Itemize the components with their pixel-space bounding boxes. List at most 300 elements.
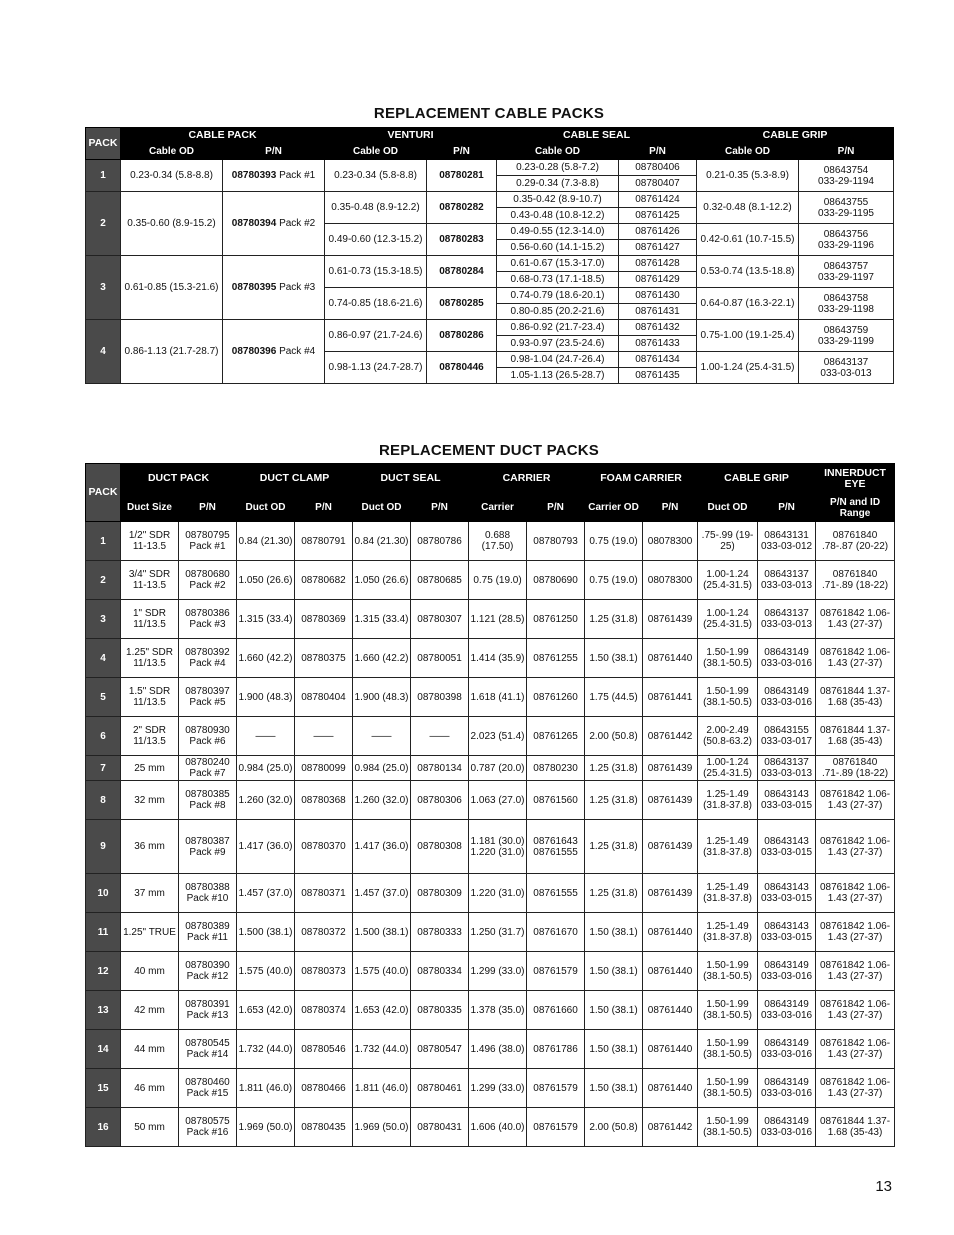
cable-pack-pn-number: 08780395: [231, 282, 277, 293]
table-cell: 08780435: [295, 1108, 353, 1147]
col-pack: PACK: [86, 128, 121, 160]
table-cell: 2.023 (51.4): [469, 717, 527, 756]
table-cell: 1/2" SDR 11-13.5: [121, 522, 179, 561]
cable-grip-pn-1: 08643755: [823, 196, 869, 208]
sub-pn: P/N: [619, 144, 697, 160]
table-cell: 1.575 (40.0): [237, 952, 295, 991]
pack-number: 4: [86, 639, 121, 678]
table-cell: 1.050 (26.6): [237, 561, 295, 600]
table-cell: 08780308: [411, 820, 469, 874]
table-cell: 08761842 1.06-1.43 (27-37): [816, 1030, 895, 1069]
table-cell: 1.50-1.99 (38.1-50.5): [698, 639, 758, 678]
venturi-pn-number: 08780285: [439, 298, 484, 309]
table-cell: 08780397 Pack #5: [179, 678, 237, 717]
table-cell: 08761842 1.06-1.43 (27-37): [816, 1069, 895, 1108]
cable-grip-od: 0.75-1.00 (19.1-25.4): [697, 320, 799, 352]
table-cell: 08761840 .78-.87 (20-22): [816, 522, 895, 561]
table-cell: 1.050 (26.6): [353, 561, 411, 600]
table-cell: 08761579: [527, 952, 585, 991]
table-cell: 1.25" TRUE: [121, 913, 179, 952]
table-cell: 1.25 (31.8): [585, 756, 643, 781]
table-cell: 1.50 (38.1): [585, 991, 643, 1030]
cable-seal-od: 0.86-0.92 (21.7-23.4): [497, 320, 619, 336]
table-cell: 08780545 Pack #14: [179, 1030, 237, 1069]
pack-number: 12: [86, 952, 121, 991]
table-cell: 08643155 033-03-017: [758, 717, 816, 756]
table-cell: 0.75 (19.0): [585, 522, 643, 561]
table-cell: 0.84 (21.30): [353, 522, 411, 561]
table-cell: 08643149 033-03-016: [758, 1108, 816, 1147]
page-number: 13: [875, 1178, 892, 1195]
table-cell: 08078300: [643, 561, 698, 600]
table-cell: 1.00-1.24 (25.4-31.5): [698, 561, 758, 600]
table-cell: 08761643 08761555: [527, 820, 585, 874]
pack-number: 2: [86, 561, 121, 600]
table-cell: 08780369: [295, 600, 353, 639]
table-cell: 32 mm: [121, 781, 179, 820]
table-cell: 25 mm: [121, 756, 179, 781]
duct-packs-body: [86, 522, 895, 1147]
venturi-pn-number: 08780286: [439, 330, 484, 341]
table-cell: 08643143 033-03-015: [758, 820, 816, 874]
table-cell: 08761440: [643, 952, 698, 991]
table-cell: 0.75 (19.0): [469, 561, 527, 600]
table-cell: 08643149 033-03-016: [758, 952, 816, 991]
col-sub: P/N: [411, 494, 469, 522]
cable-seal-pn: 08761424: [619, 192, 697, 208]
col-group: DUCT SEAL: [353, 464, 469, 494]
cable-grip-pn-1: 08643758: [823, 292, 869, 304]
table-cell: 08643143 033-03-015: [758, 874, 816, 913]
cable-grip-pn-1: 08643756: [823, 228, 869, 240]
cable-seal-od: 0.23-0.28 (5.8-7.2): [497, 160, 619, 176]
table-cell: 08643149 033-03-016: [758, 991, 816, 1030]
table-cell: 1.00-1.24 (25.4-31.5): [698, 756, 758, 781]
table-cell: 08643131 033-03-012: [758, 522, 816, 561]
table-cell: 08780388 Pack #10: [179, 874, 237, 913]
table-cell: 08780575 Pack #16: [179, 1108, 237, 1147]
table-cell: 1.660 (42.2): [353, 639, 411, 678]
cable-grip-pn-2: 033-29-1196: [818, 239, 874, 251]
table-cell: 1.969 (50.0): [353, 1108, 411, 1147]
table-row: [86, 991, 895, 1030]
cable-seal-od: 0.80-0.85 (20.2-21.6): [497, 304, 619, 320]
table-row: [86, 874, 895, 913]
table-row: [86, 952, 895, 991]
cable-seal-od: 0.49-0.55 (12.3-14.0): [497, 224, 619, 240]
table-cell: 08761844 1.37-1.68 (35-43): [816, 1108, 895, 1147]
cable-seal-pn: 08761425: [619, 208, 697, 224]
table-cell: 1.00-1.24 (25.4-31.5): [698, 600, 758, 639]
table-cell: 1.653 (42.0): [353, 991, 411, 1030]
table-cell: 08780398: [411, 678, 469, 717]
table-cell: 1.732 (44.0): [353, 1030, 411, 1069]
table-cell: 1.299 (33.0): [469, 1069, 527, 1108]
cable-pack-pn: [223, 160, 325, 192]
table-cell: 08761439: [643, 756, 698, 781]
cable-pack-label: Pack #1: [279, 170, 316, 181]
venturi-pn: [427, 288, 497, 320]
cable-grip-pn-1: 08643757: [823, 260, 869, 272]
table-row: [86, 160, 894, 176]
table-cell: 46 mm: [121, 1069, 179, 1108]
pack-number: 3: [86, 600, 121, 639]
pack-number: 15: [86, 1069, 121, 1108]
sub-pn: P/N: [427, 144, 497, 160]
table-cell: 1.500 (38.1): [353, 913, 411, 952]
pack-number: 9: [86, 820, 121, 874]
col-cable-pack: CABLE PACK: [121, 128, 325, 144]
table-cell: 08761439: [643, 874, 698, 913]
col-cable-seal: CABLE SEAL: [497, 128, 697, 144]
table-cell: ——: [295, 717, 353, 756]
table-cell: 08761250: [527, 600, 585, 639]
col-sub: Duct OD: [353, 494, 411, 522]
table-cell: 08780791: [295, 522, 353, 561]
table-cell: 1.969 (50.0): [237, 1108, 295, 1147]
table-cell: 08761842 1.06-1.43 (27-37): [816, 639, 895, 678]
table-cell: 08780387 Pack #9: [179, 820, 237, 874]
col-venturi: VENTURI: [325, 128, 497, 144]
table-row: [86, 781, 895, 820]
venturi-pn-number: 08780284: [439, 266, 484, 277]
table-cell: 08780460 Pack #15: [179, 1069, 237, 1108]
col-sub: P/N: [179, 494, 237, 522]
table-cell: 1.414 (35.9): [469, 639, 527, 678]
table-cell: 08761840 .71-.89 (18-22): [816, 561, 895, 600]
cable-grip-pn: [799, 192, 894, 224]
cable-grip-od: 0.42-0.61 (10.7-15.5): [697, 224, 799, 256]
table-cell: 08780307: [411, 600, 469, 639]
col-sub: Carrier: [469, 494, 527, 522]
table-cell: 1.250 (31.7): [469, 913, 527, 952]
table-cell: 1.260 (32.0): [353, 781, 411, 820]
table-cell: 1.811 (46.0): [353, 1069, 411, 1108]
venturi-od: 0.61-0.73 (15.3-18.5): [325, 256, 427, 288]
table-cell: 1.5" SDR 11/13.5: [121, 678, 179, 717]
table-cell: 08761842 1.06-1.43 (27-37): [816, 991, 895, 1030]
cable-grip-od: 0.21-0.35 (5.3-8.9): [697, 160, 799, 192]
table-cell: 08780306: [411, 781, 469, 820]
cable-grip-pn-1: 08643137: [823, 356, 869, 368]
table-cell: 08780685: [411, 561, 469, 600]
cable-seal-od: 1.05-1.13 (26.5-28.7): [497, 368, 619, 384]
table-cell: 1.660 (42.2): [237, 639, 295, 678]
table-cell: 1.25-1.49 (31.8-37.8): [698, 874, 758, 913]
table-row: [86, 320, 894, 336]
sub-pn: P/N: [223, 144, 325, 160]
table-cell: .75-.99 (19-25): [698, 522, 758, 561]
cable-pack-pn: [223, 320, 325, 384]
col-sub: P/N: [758, 494, 816, 522]
table-cell: 08761579: [527, 1108, 585, 1147]
cable-grip-od: 1.00-1.24 (25.4-31.5): [697, 352, 799, 384]
table-cell: 08761440: [643, 991, 698, 1030]
cable-pack-pn-number: 08780394: [231, 218, 277, 229]
cable-pack-od: 0.61-0.85 (15.3-21.6): [121, 256, 223, 320]
table-cell: 08780374: [295, 991, 353, 1030]
table-cell: 1.618 (41.1): [469, 678, 527, 717]
venturi-pn: [427, 192, 497, 224]
cable-grip-pn: [799, 160, 894, 192]
venturi-pn: [427, 320, 497, 352]
cable-seal-pn: 08761430: [619, 288, 697, 304]
cable-seal-pn: 08780406: [619, 160, 697, 176]
venturi-pn-number: 08780281: [439, 170, 484, 181]
table-cell: 1.315 (33.4): [353, 600, 411, 639]
table-cell: 1.75 (44.5): [585, 678, 643, 717]
venturi-pn-number: 08780283: [439, 234, 484, 245]
cable-packs-body: [86, 160, 894, 384]
cable-grip-od: 0.32-0.48 (8.1-12.2): [697, 192, 799, 224]
table-cell: 1.25-1.49 (31.8-37.8): [698, 820, 758, 874]
table-cell: 08761842 1.06-1.43 (27-37): [816, 874, 895, 913]
venturi-od: 0.35-0.48 (8.9-12.2): [325, 192, 427, 224]
table-cell: 1.063 (27.0): [469, 781, 527, 820]
table-cell: 2.00 (50.8): [585, 717, 643, 756]
duct-header-row: [86, 464, 895, 494]
cable-pack-pn: [223, 256, 325, 320]
table-cell: 1.50 (38.1): [585, 1030, 643, 1069]
sub-cable-od: Cable OD: [697, 144, 799, 160]
venturi-pn-number: 08780282: [439, 202, 484, 213]
table-cell: 08780370: [295, 820, 353, 874]
table-row: [86, 561, 895, 600]
table-cell: 1.220 (31.0): [469, 874, 527, 913]
table-cell: 1.50 (38.1): [585, 1069, 643, 1108]
duct-packs-table: [85, 463, 895, 1147]
cable-seal-pn: 08761433: [619, 336, 697, 352]
table-cell: 08780309: [411, 874, 469, 913]
table-row: [86, 639, 895, 678]
table-cell: 0.984 (25.0): [353, 756, 411, 781]
cable-seal-pn: 08761426: [619, 224, 697, 240]
table-cell: 08761842 1.06-1.43 (27-37): [816, 820, 895, 874]
col-group: INNERDUCT EYE: [816, 464, 895, 494]
table-cell: 08761442: [643, 1108, 698, 1147]
table-cell: 08761255: [527, 639, 585, 678]
cable-grip-od: 0.53-0.74 (13.5-18.8): [697, 256, 799, 288]
cable-seal-pn: 08761434: [619, 352, 697, 368]
table-cell: 08643137 033-03-013: [758, 561, 816, 600]
cable-grip-pn-2: 033-29-1198: [818, 303, 874, 315]
table-cell: 1.575 (40.0): [353, 952, 411, 991]
pack-number: 2: [86, 192, 121, 256]
sub-cable-od: Cable OD: [325, 144, 427, 160]
table-cell: 08761579: [527, 1069, 585, 1108]
table-cell: 08078300: [643, 522, 698, 561]
table-cell: 1.299 (33.0): [469, 952, 527, 991]
table-cell: 08780680 Pack #2: [179, 561, 237, 600]
table-cell: 1.50-1.99 (38.1-50.5): [698, 1069, 758, 1108]
table-cell: 08643137 033-03-013: [758, 600, 816, 639]
table-cell: 1.50 (38.1): [585, 913, 643, 952]
table-cell: 08761441: [643, 678, 698, 717]
table-cell: 08761660: [527, 991, 585, 1030]
table-cell: 08780930 Pack #6: [179, 717, 237, 756]
table-cell: 1.50-1.99 (38.1-50.5): [698, 1108, 758, 1147]
table-row: [86, 820, 895, 874]
table-cell: 08780690: [527, 561, 585, 600]
cable-seal-od: 0.68-0.73 (17.1-18.5): [497, 272, 619, 288]
table-cell: 08780431: [411, 1108, 469, 1147]
table-cell: ——: [353, 717, 411, 756]
table-row: [86, 192, 894, 208]
table-row: [86, 1108, 895, 1147]
table-cell: 1.900 (48.3): [237, 678, 295, 717]
table-cell: 08780099: [295, 756, 353, 781]
table-cell: 1.50 (38.1): [585, 952, 643, 991]
cable-grip-pn: [799, 256, 894, 288]
cable-seal-pn: 08761429: [619, 272, 697, 288]
col-sub: Duct Size: [121, 494, 179, 522]
table-cell: 50 mm: [121, 1108, 179, 1147]
table-cell: 1.457 (37.0): [353, 874, 411, 913]
table-cell: 3/4" SDR 11-13.5: [121, 561, 179, 600]
cable-seal-od: 0.98-1.04 (24.7-26.4): [497, 352, 619, 368]
venturi-pn-number: 08780446: [439, 362, 484, 373]
table-cell: 08780385 Pack #8: [179, 781, 237, 820]
pack-number: 10: [86, 874, 121, 913]
pack-number: 1: [86, 160, 121, 192]
col-sub: Carrier OD: [585, 494, 643, 522]
table-row: [86, 678, 895, 717]
table-cell: 08643143 033-03-015: [758, 781, 816, 820]
cable-seal-od: 0.43-0.48 (10.8-12.2): [497, 208, 619, 224]
table-cell: 37 mm: [121, 874, 179, 913]
table-cell: 1.50 (38.1): [585, 639, 643, 678]
table-cell: 1" SDR 11/13.5: [121, 600, 179, 639]
cable-grip-pn-1: 08643754: [823, 164, 869, 176]
table-cell: 08643137 033-03-013: [758, 756, 816, 781]
table-cell: 1.25 (31.8): [585, 781, 643, 820]
table-cell: 08761842 1.06-1.43 (27-37): [816, 600, 895, 639]
table-cell: 08780795 Pack #1: [179, 522, 237, 561]
table-cell: 08780404: [295, 678, 353, 717]
table-cell: 08780134: [411, 756, 469, 781]
table-cell: 1.457 (37.0): [237, 874, 295, 913]
col-group: CABLE GRIP: [698, 464, 816, 494]
table-cell: 08780334: [411, 952, 469, 991]
table-cell: 1.900 (48.3): [353, 678, 411, 717]
table-cell: 1.653 (42.0): [237, 991, 295, 1030]
venturi-od: 0.98-1.13 (24.7-28.7): [325, 352, 427, 384]
table-cell: 08780547: [411, 1030, 469, 1069]
venturi-pn: [427, 256, 497, 288]
col-cable-grip: CABLE GRIP: [697, 128, 894, 144]
venturi-pn: [427, 224, 497, 256]
table-cell: 08761265: [527, 717, 585, 756]
cable-pack-label: Pack #3: [279, 282, 316, 293]
pack-number: 5: [86, 678, 121, 717]
pack-number: 14: [86, 1030, 121, 1069]
cable-seal-pn: 08761427: [619, 240, 697, 256]
cable-seal-pn: 08780407: [619, 176, 697, 192]
table-cell: 08780466: [295, 1069, 353, 1108]
cable-packs-title: REPLACEMENT CABLE PACKS: [373, 105, 605, 122]
venturi-od: 0.86-0.97 (21.7-24.6): [325, 320, 427, 352]
cable-pack-od: 0.23-0.34 (5.8-8.8): [121, 160, 223, 192]
col-group: CARRIER: [469, 464, 585, 494]
table-cell: 08761786: [527, 1030, 585, 1069]
table-row: [86, 522, 895, 561]
table-cell: 2" SDR 11/13.5: [121, 717, 179, 756]
col-group: FOAM CARRIER: [585, 464, 698, 494]
duct-subheader-row: [86, 494, 895, 522]
table-cell: 08780461: [411, 1069, 469, 1108]
cable-packs-table: [85, 127, 894, 384]
table-cell: 08780333: [411, 913, 469, 952]
table-cell: 08761555: [527, 874, 585, 913]
table-cell: 08761260: [527, 678, 585, 717]
table-cell: 36 mm: [121, 820, 179, 874]
table-cell: 42 mm: [121, 991, 179, 1030]
table-cell: 1.50-1.99 (38.1-50.5): [698, 991, 758, 1030]
venturi-pn: [427, 160, 497, 192]
cable-seal-od: 0.29-0.34 (7.3-8.8): [497, 176, 619, 192]
pack-number: 13: [86, 991, 121, 1030]
table-cell: 1.25 (31.8): [585, 874, 643, 913]
table-cell: 08780230: [527, 756, 585, 781]
table-cell: 1.315 (33.4): [237, 600, 295, 639]
sub-cable-od: Cable OD: [497, 144, 619, 160]
table-cell: 44 mm: [121, 1030, 179, 1069]
venturi-pn: [427, 352, 497, 384]
cable-pack-pn: [223, 192, 325, 256]
table-cell: ——: [411, 717, 469, 756]
table-cell: 08761844 1.37-1.68 (35-43): [816, 678, 895, 717]
pack-number: 7: [86, 756, 121, 781]
table-cell: 08761440: [643, 1030, 698, 1069]
cable-grip-pn-1: 08643759: [823, 324, 869, 336]
table-cell: 08761440: [643, 913, 698, 952]
table-cell: ——: [237, 717, 295, 756]
cable-pack-pn-number: 08780393: [231, 170, 277, 181]
table-cell: 1.811 (46.0): [237, 1069, 295, 1108]
sub-cable-od: Cable OD: [121, 144, 223, 160]
table-cell: 1.25 (31.8): [585, 820, 643, 874]
table-cell: 1.732 (44.0): [237, 1030, 295, 1069]
table-cell: 08761440: [643, 639, 698, 678]
table-cell: 08780390 Pack #12: [179, 952, 237, 991]
table-cell: 08643149 033-03-016: [758, 1069, 816, 1108]
cable-seal-od: 0.61-0.67 (15.3-17.0): [497, 256, 619, 272]
table-cell: 08780793: [527, 522, 585, 561]
table-cell: 08643149 033-03-016: [758, 1030, 816, 1069]
table-cell: 1.500 (38.1): [237, 913, 295, 952]
table-cell: 08780373: [295, 952, 353, 991]
col-group: DUCT PACK: [121, 464, 237, 494]
table-row: [86, 600, 895, 639]
table-cell: 08780371: [295, 874, 353, 913]
table-cell: 1.25-1.49 (31.8-37.8): [698, 913, 758, 952]
pack-number: 11: [86, 913, 121, 952]
table-cell: 08780682: [295, 561, 353, 600]
cable-grip-pn: [799, 288, 894, 320]
table-cell: 1.25" SDR 11/13.5: [121, 639, 179, 678]
cable-pack-pn-number: 08780396: [231, 346, 277, 357]
pack-number: 16: [86, 1108, 121, 1147]
cable-grip-pn-2: 033-29-1199: [818, 335, 874, 347]
table-cell: 0.787 (20.0): [469, 756, 527, 781]
table-cell: 08780051: [411, 639, 469, 678]
table-cell: 08761560: [527, 781, 585, 820]
table-cell: 0.75 (19.0): [585, 561, 643, 600]
table-cell: 08761670: [527, 913, 585, 952]
table-cell: 1.25-1.49 (31.8-37.8): [698, 781, 758, 820]
table-cell: 1.25 (31.8): [585, 600, 643, 639]
cable-pack-od: 0.86-1.13 (21.7-28.7): [121, 320, 223, 384]
